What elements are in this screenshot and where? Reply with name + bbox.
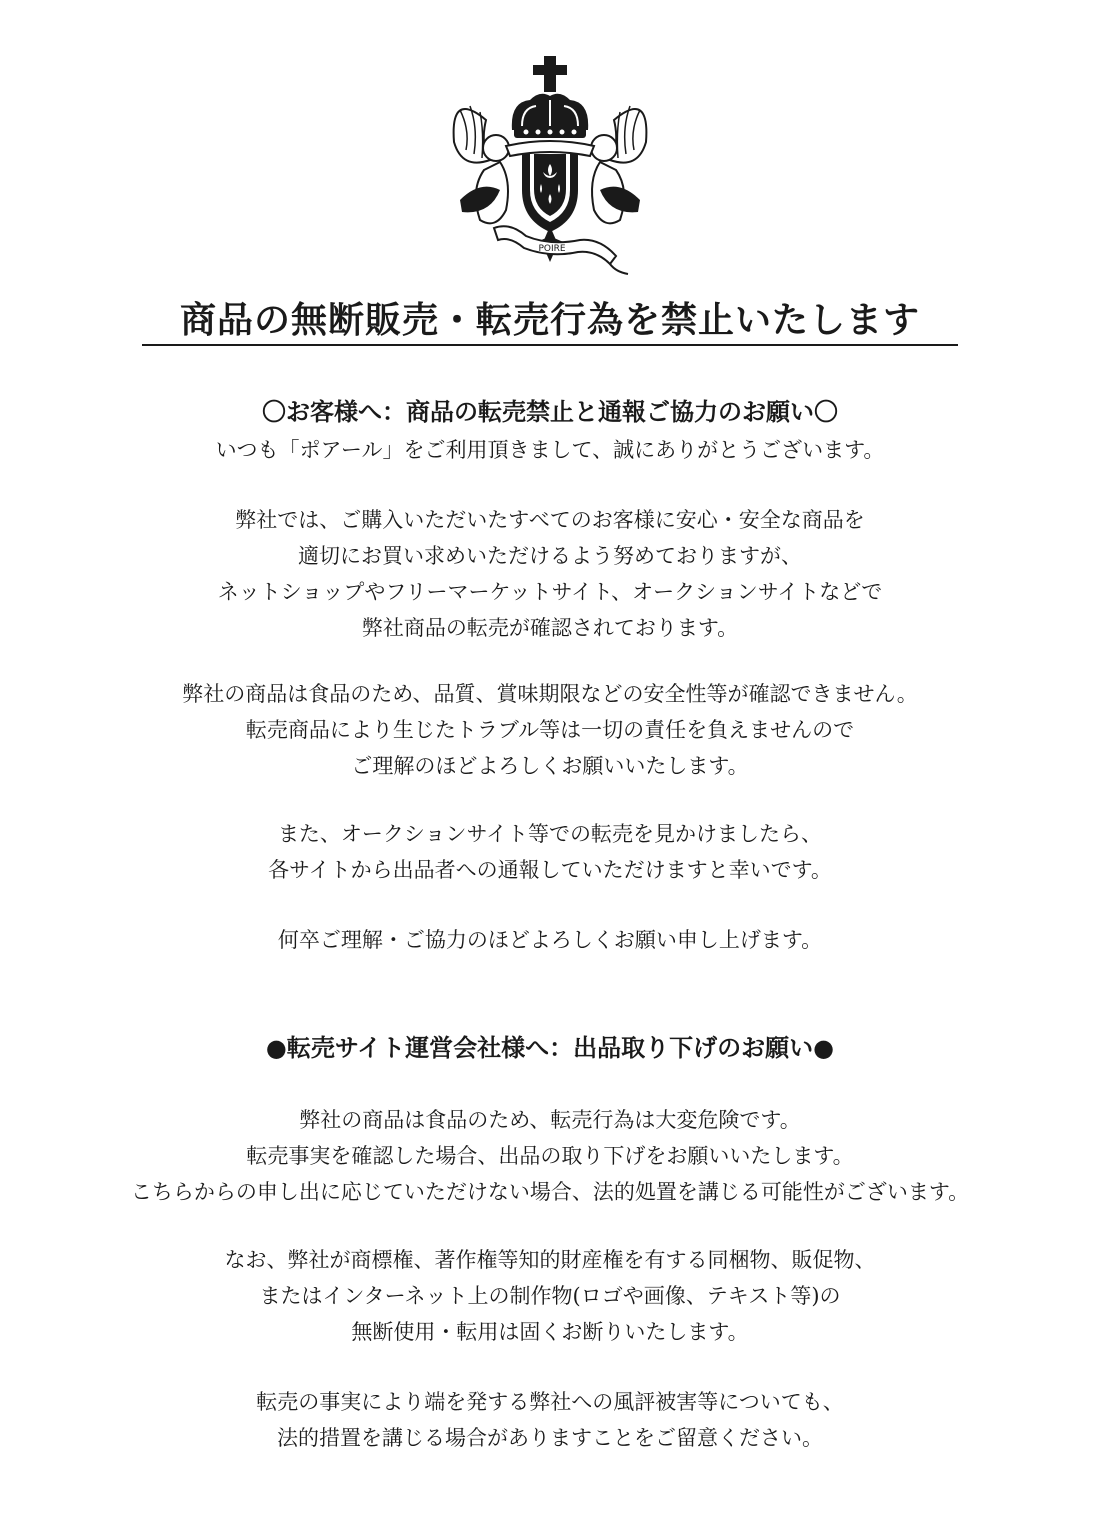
text-line: また、オークションサイト等での転売を見かけましたら、 [277, 822, 823, 846]
text-line: ご理解のほどよろしくお願いいたします。 [351, 754, 749, 778]
cross-icon [533, 56, 567, 92]
text-line: 適切にお買い求めいただけるよう努めておりますが、 [298, 544, 802, 568]
text-line: 法的措置を講じる場合がありますことをご留意ください。 [277, 1426, 823, 1450]
customer-paragraph-4 [0, 922, 1100, 958]
customer-section-heading: 〇お客様へ：商品の転売禁止と通報ご協力のお願い〇 [262, 398, 838, 426]
customer-paragraph-3 [0, 816, 1100, 888]
text-line: 弊社商品の転売が確認されております。 [361, 616, 739, 640]
operator-paragraph-3 [0, 1384, 1100, 1456]
text-line: ネットショップやフリーマーケットサイト、オークションサイトなどで [217, 580, 883, 604]
operator-paragraph-2 [0, 1242, 1100, 1350]
customer-paragraph-2 [0, 676, 1100, 784]
operator-section-heading: ●転売サイト運営会社様へ：出品取り下げのお願い● [265, 1034, 835, 1062]
title-underline [142, 344, 958, 346]
text-line: 弊社の商品は食品のため、品質、賞味期限などの安全性等が確認できません。 [182, 682, 918, 706]
text-line: 何卒ご理解・ご協力のほどよろしくお願い申し上げます。 [277, 928, 823, 952]
shield-icon [522, 142, 578, 232]
text-line: 弊社では、ご購入いただいたすべてのお客様に安心・安全な商品を [235, 508, 865, 532]
operator-paragraph-1 [0, 1102, 1100, 1210]
text-line: なお、弊社が商標権、著作権等知的財産権を有する同梱物、販促物、 [224, 1248, 876, 1272]
text-line: いつも「ポアール」をご利用頂きまして、誠にありがとうございます。 [215, 438, 885, 462]
text-line: 無断使用・転用は固くお断りいたします。 [351, 1320, 749, 1344]
left-angel-icon [454, 106, 509, 223]
text-line: またはインターネット上の制作物(ロゴや画像、テキスト等)の [259, 1284, 841, 1308]
page-title: 商品の無断販売・転売行為を禁止いたします [179, 300, 920, 341]
crown-icon [512, 94, 588, 138]
text-line: 転売の事実により端を発する弊社への風評被害等についても、 [256, 1390, 844, 1414]
right-angel-icon [591, 106, 646, 223]
text-line: こちらからの申し出に応じていただけない場合、法的処置を講じる可能性がございます。 [130, 1180, 970, 1204]
customer-paragraph-1 [0, 502, 1100, 646]
text-line: 弊社の商品は食品のため、転売行為は大変危険です。 [299, 1108, 801, 1132]
greeting-text [0, 432, 1100, 468]
text-line: 転売事実を確認した場合、出品の取り下げをお願いいたします。 [246, 1144, 854, 1168]
poire-crest-logo [440, 50, 660, 280]
poire-banner [494, 226, 628, 274]
text-line: 各サイトから出品者への通報していただけますと幸いです。 [268, 858, 832, 882]
text-line: 転売商品により生じたトラブル等は一切の責任を負えませんので [245, 718, 855, 742]
svg-text:POIRE: POIRE [538, 244, 566, 254]
